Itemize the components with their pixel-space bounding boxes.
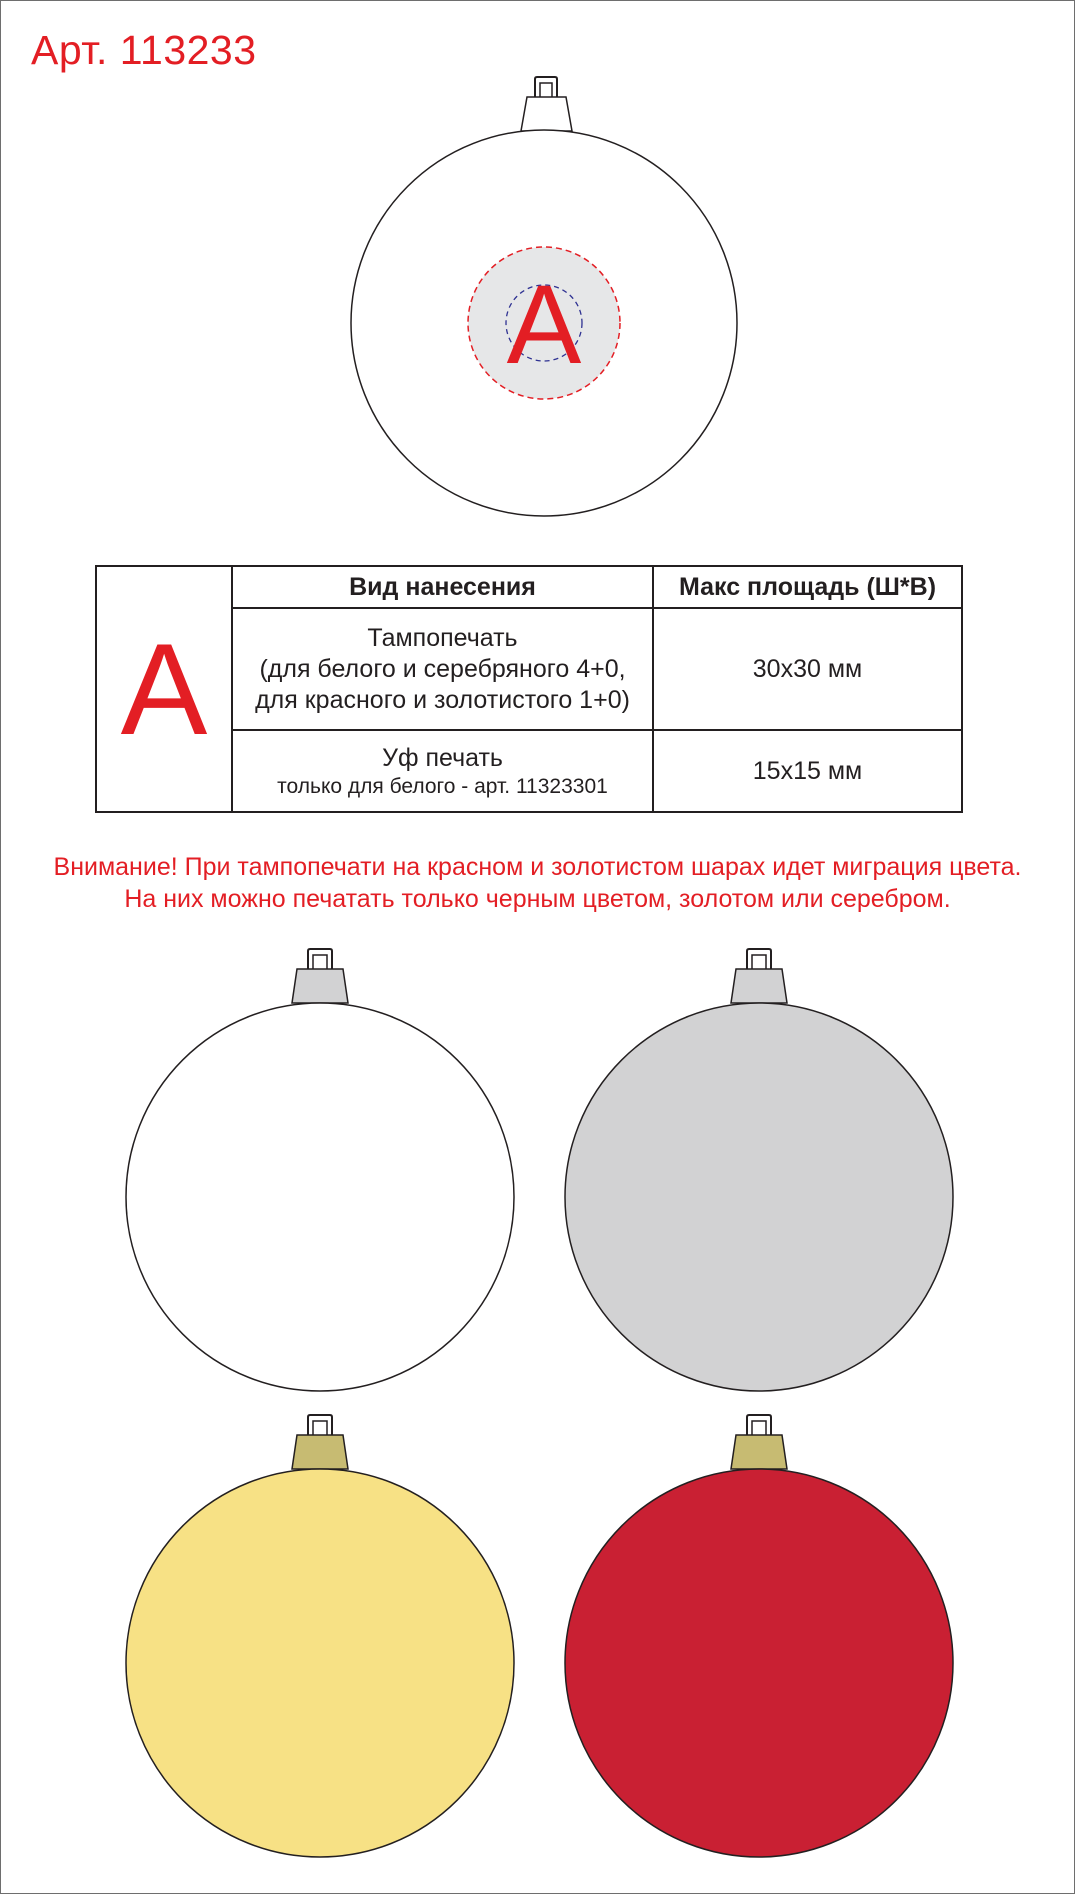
article-number: Арт. 113233 — [31, 27, 257, 73]
ornament-silver — [558, 945, 968, 1395]
area-cell: 30x30 мм — [653, 608, 962, 730]
warning-line: Внимание! При тампопечати на красном и золотистом шарах идет миграция цвета. — [53, 853, 1022, 881]
method-name: Уф печать — [382, 743, 503, 772]
ornament-print-area-diagram — [341, 73, 741, 523]
method-cell — [232, 608, 653, 730]
print-zone-letter: A — [506, 262, 582, 387]
ornament-gold — [119, 1411, 529, 1861]
method-name: Тампопечать — [367, 623, 518, 652]
zone-letter: A — [120, 616, 208, 762]
ornament-white — [119, 945, 529, 1395]
ornament-hanger — [731, 949, 787, 1003]
method-note: только для белого - арт. 11323301 — [277, 774, 608, 798]
ornament-red — [558, 1411, 968, 1861]
ornament-hanger — [521, 77, 572, 131]
migration-warning — [1, 851, 1074, 915]
area-cell: 15x15 мм — [653, 730, 962, 812]
zone-letter-cell — [96, 566, 232, 812]
ornament-hanger — [292, 949, 348, 1003]
print-methods-table — [95, 565, 963, 813]
warning-line: На них можно печатать только черным цветом, золотом или серебром. — [124, 885, 951, 913]
ornament-hanger — [731, 1415, 787, 1469]
method-cell — [232, 730, 653, 812]
method-note: (для белого и серебряного 4+0, — [259, 654, 626, 683]
method-note: для красного и золотистого 1+0) — [255, 685, 630, 714]
header-area: Макс площадь (Ш*В) — [653, 566, 962, 608]
ornament-hanger — [292, 1415, 348, 1469]
header-method: Вид нанесения — [232, 566, 653, 608]
